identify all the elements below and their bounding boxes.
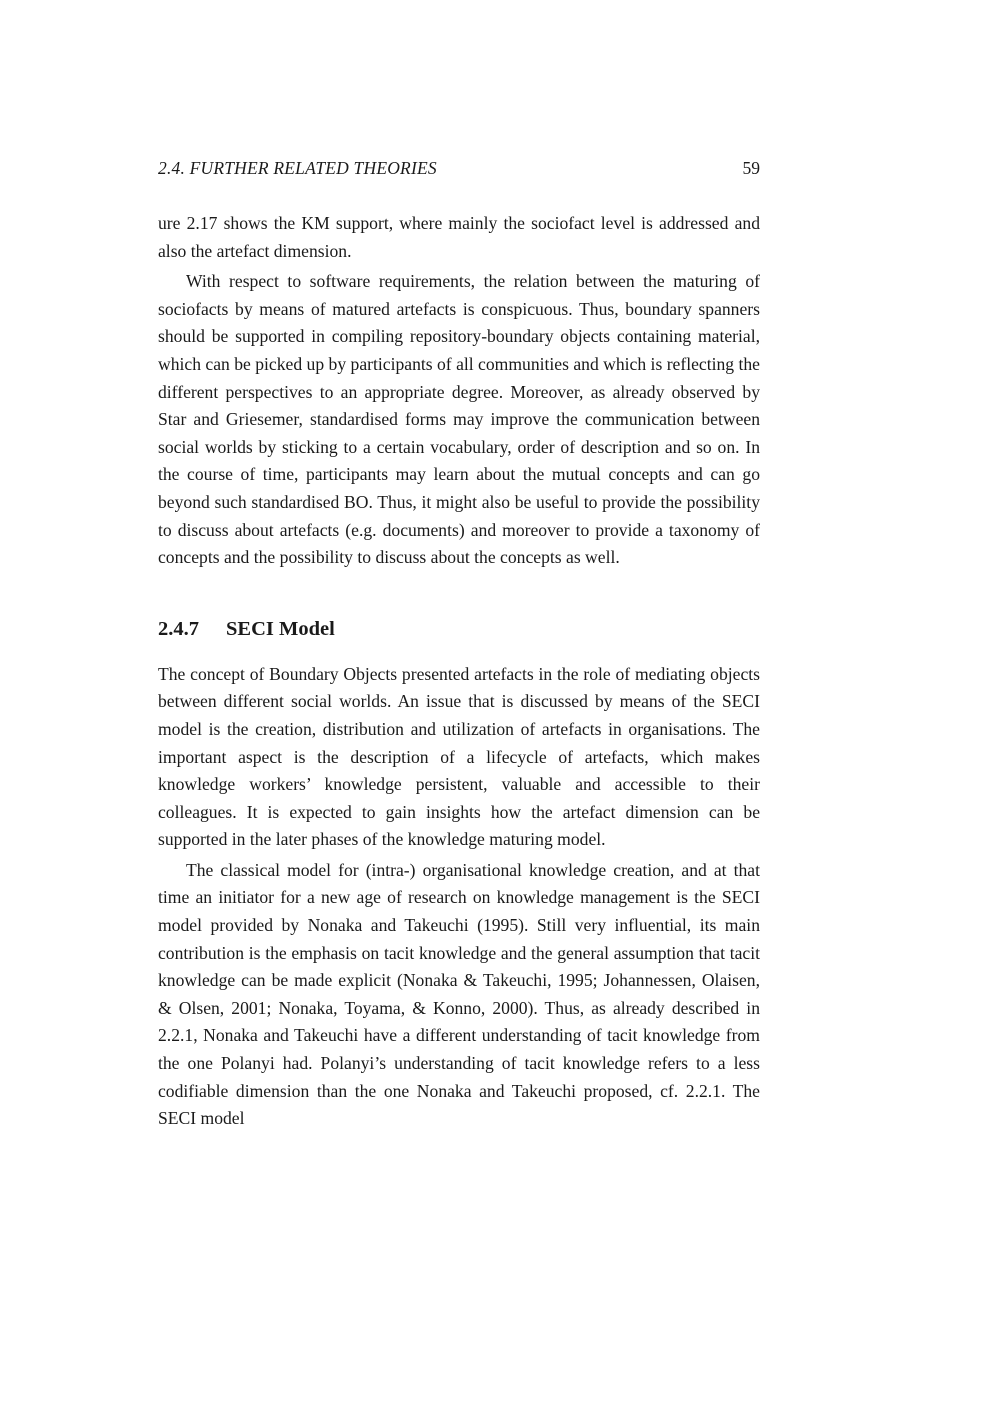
paragraph-4: The classical model for (intra-) organisational knowledge creation, and at that time an initiator for a new age of research on knowledge management is the SECI model provided by Nonaka and Takeuchi (1995). Still very influential, its main contribution is the emphasis on tacit knowledge and the general assumption that tacit knowledge can be made explicit (Nonaka & Takeuchi, 1995; Johannessen, Olaisen, & Olsen, 2001; Nonaka, Toyama, & Konno, 2000). Thus, as already described in 2.2.1, Nonaka and Takeuchi have a different understanding of tacit knowledge from the one Polanyi had. Polanyi’s understanding of tacit knowledge refers to a less codifiable dimension than the one Nonaka and Takeuchi proposed, cf. 2.2.1. The SECI model [158, 859, 760, 1129]
page-number: 59 [742, 158, 760, 178]
section-number: 2.4.7 [158, 617, 199, 640]
paragraph-3: The concept of Boundary Objects presented artefacts in the role of mediating objects between different social worlds. An issue that is discussed by means of the SECI model is the creation, distribution and utilization of artefacts in organisations. The important aspect is the description of a lifecycle of artefacts, which makes knowledge workers’ knowledge persistent, valuable and accessible to their colleagues. It is expected to gain insights how the artefact dimension can be supported in the later phases of the knowledge maturing model. [158, 663, 760, 850]
section-title: SECI Model [226, 617, 335, 640]
paragraph-1: ure 2.17 shows the KM support, where mainly the sociofact level is addressed and also the artefact dimension. [158, 213, 760, 261]
section-heading [158, 618, 760, 641]
running-header [158, 158, 760, 186]
running-header-title: 2.4. FURTHER RELATED THEORIES [158, 158, 437, 178]
page [158, 158, 760, 1133]
paragraph-2: With respect to software requirements, the relation between the maturing of sociofacts by means of matured artefacts is conspicuous. Thus, boundary spanners should be supported in compiling repository-boundary objects containing material, which can be picked up by participants of all communities and which is reflecting the different perspectives to an appropriate degree. Moreover, as already observed by Star and Griesemer, standardised forms may improve the communication between social worlds by sticking to a certain vocabulary, order of description and so on. In the course of time, participants may learn about the mutual concepts and can go beyond such standardised BO. Thus, it might also be useful to provide the possibility to discuss about artefacts (e.g. documents) and moreover to provide a taxonomy of concepts and the possibility to discuss about the concepts as well. [158, 271, 760, 568]
